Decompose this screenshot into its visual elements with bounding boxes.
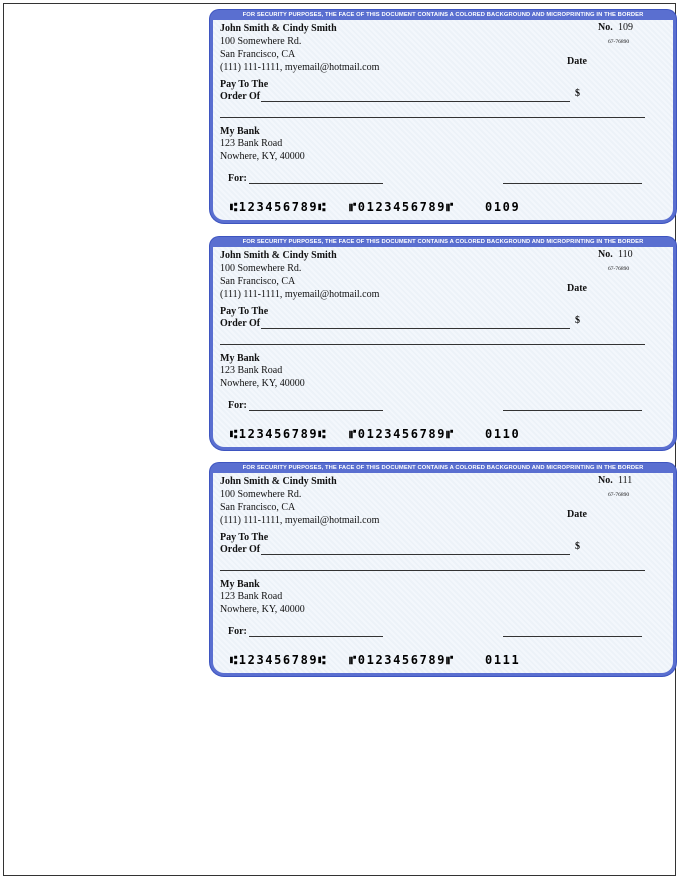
date-label: Date	[567, 283, 587, 294]
pay-to-label: Pay To The	[220, 532, 269, 543]
owner-address-line2: San Francisco, CA	[220, 276, 296, 287]
account-owner: John Smith & Cindy Smith	[220, 23, 337, 34]
micr-routing: ⑆123456789⑆	[230, 427, 328, 441]
bank-address-line2: Nowhere, KY, 40000	[220, 604, 305, 615]
account-owner: John Smith & Cindy Smith	[220, 250, 337, 261]
owner-address-line1: 100 Somewhere Rd.	[220, 263, 302, 274]
owner-address-line1: 100 Somewhere Rd.	[220, 489, 302, 500]
memo-line[interactable]	[249, 636, 383, 637]
owner-address-line1: 100 Somewhere Rd.	[220, 36, 302, 47]
dollar-sign: $	[575, 315, 580, 326]
bank-name: My Bank	[220, 126, 260, 137]
memo-label: For:	[228, 173, 247, 184]
micr-account: ⑈0123456789⑈	[349, 427, 455, 441]
bank-address-line1: 123 Bank Road	[220, 365, 283, 376]
micr-routing: ⑆123456789⑆	[230, 200, 328, 214]
micr-check-number: 0110	[485, 427, 521, 441]
date-label: Date	[567, 509, 587, 520]
check-number-label: No.	[598, 475, 613, 486]
payee-line[interactable]	[261, 554, 570, 555]
micr-check-number: 0109	[485, 200, 521, 214]
check-number-label: No.	[598, 249, 613, 260]
owner-address-line2: San Francisco, CA	[220, 49, 296, 60]
pay-to-label: Pay To The	[220, 306, 269, 317]
security-banner: FOR SECURITY PURPOSES, THE FACE OF THIS DOCUMENT CONTAINS A COLORED BACKGROUND AND MICROPRINTING IN THE BORDER	[242, 239, 644, 245]
micr-account: ⑈0123456789⑈	[349, 653, 455, 667]
fraction-code: 67-76890	[608, 39, 630, 45]
bank-name: My Bank	[220, 353, 260, 364]
amount-words-line[interactable]	[220, 344, 645, 345]
dollar-sign: $	[575, 541, 580, 552]
check-2	[210, 237, 676, 450]
order-of-label: Order Of	[220, 318, 261, 329]
check-number: 109	[618, 22, 633, 33]
amount-words-line[interactable]	[220, 570, 645, 571]
fraction-code: 67-76890	[608, 492, 630, 498]
check-number: 110	[618, 249, 633, 260]
order-of-label: Order Of	[220, 544, 261, 555]
bank-address-line2: Nowhere, KY, 40000	[220, 378, 305, 389]
date-label: Date	[567, 56, 587, 67]
amount-words-line[interactable]	[220, 117, 645, 118]
security-banner: FOR SECURITY PURPOSES, THE FACE OF THIS DOCUMENT CONTAINS A COLORED BACKGROUND AND MICROPRINTING IN THE BORDER	[242, 465, 644, 471]
check-sheet	[3, 3, 676, 876]
memo-label: For:	[228, 400, 247, 411]
signature-line[interactable]	[503, 636, 642, 637]
order-of-label: Order Of	[220, 91, 261, 102]
bank-address-line1: 123 Bank Road	[220, 591, 283, 602]
signature-line[interactable]	[503, 410, 642, 411]
memo-line[interactable]	[249, 410, 383, 411]
signature-line[interactable]	[503, 183, 642, 184]
bank-name: My Bank	[220, 579, 260, 590]
account-owner: John Smith & Cindy Smith	[220, 476, 337, 487]
memo-label: For:	[228, 626, 247, 637]
payee-line[interactable]	[261, 101, 570, 102]
micr-account: ⑈0123456789⑈	[349, 200, 455, 214]
check-number: 111	[618, 475, 633, 486]
owner-contact: (111) 111-1111, myemail@hotmail.com	[220, 289, 380, 300]
owner-contact: (111) 111-1111, myemail@hotmail.com	[220, 62, 380, 73]
pay-to-label: Pay To The	[220, 79, 269, 90]
fraction-code: 67-76890	[608, 266, 630, 272]
payee-line[interactable]	[261, 328, 570, 329]
micr-routing: ⑆123456789⑆	[230, 653, 328, 667]
owner-address-line2: San Francisco, CA	[220, 502, 296, 513]
bank-address-line1: 123 Bank Road	[220, 138, 283, 149]
owner-contact: (111) 111-1111, myemail@hotmail.com	[220, 515, 380, 526]
security-banner: FOR SECURITY PURPOSES, THE FACE OF THIS DOCUMENT CONTAINS A COLORED BACKGROUND AND MICROPRINTING IN THE BORDER	[242, 12, 644, 18]
bank-address-line2: Nowhere, KY, 40000	[220, 151, 305, 162]
check-1	[210, 10, 676, 223]
check-number-label: No.	[598, 22, 613, 33]
micr-check-number: 0111	[485, 653, 521, 667]
memo-line[interactable]	[249, 183, 383, 184]
dollar-sign: $	[575, 88, 580, 99]
check-3	[210, 463, 676, 676]
